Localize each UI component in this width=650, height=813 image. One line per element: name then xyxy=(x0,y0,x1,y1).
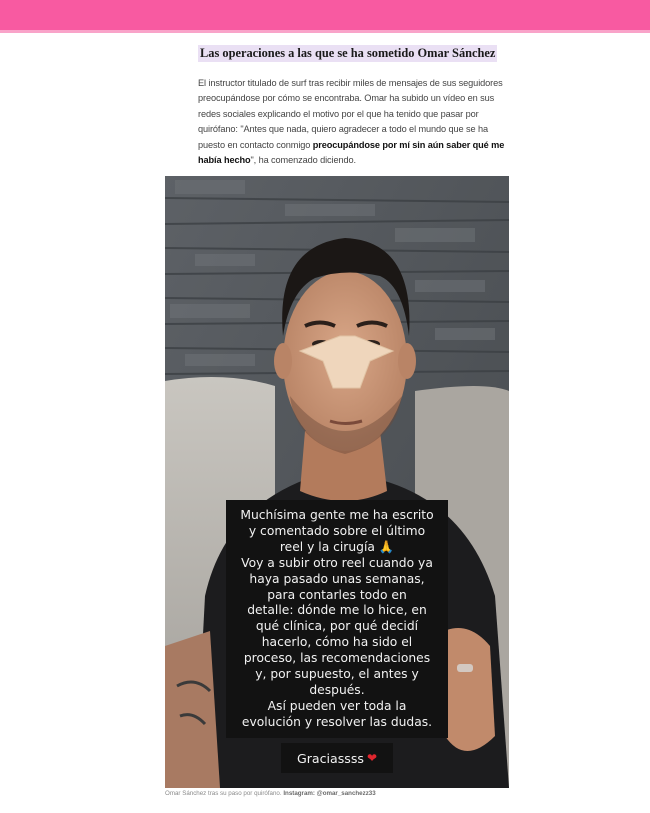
story-line: y comentado sobre el último xyxy=(248,523,426,538)
story-line: evolución y resolver las dudas. xyxy=(241,714,433,729)
story-line: hacerlo, cómo ha sido el xyxy=(261,635,413,650)
story-line: haya pasado unas semanas, xyxy=(249,571,425,586)
story-line: después. xyxy=(309,682,365,697)
paragraph-highlight: preocupándose por mí sin aún saber qué me había hecho xyxy=(198,139,505,166)
story-line: detalle: dónde me lo hice, en xyxy=(247,603,427,618)
story-thanks-overlay xyxy=(281,743,393,773)
story-text-overlay xyxy=(226,500,448,738)
article-section xyxy=(198,44,516,168)
photo-caption xyxy=(165,790,376,797)
red-heart-icon: ❤ xyxy=(366,751,378,765)
story-line: proceso, las recomendaciones xyxy=(243,651,431,666)
section-headline: Las operaciones a las que se ha sometido Omar Sánchez xyxy=(200,46,496,60)
paragraph-text: El instructor titulado de surf tras recibir miles de mensajes de sus seguidores preocupándose por cómo se encontraba. Omar ha subido un vídeo en sus redes sociales explicando el motivo por el que ha tenido que pasar por quirófano: "Antes que nada, quiero agradecer a todo el mundo que se ha puesto en contacto conmigo xyxy=(198,78,503,150)
top-brand-bar xyxy=(0,0,650,33)
story-line: qué clínica, por qué decidí xyxy=(255,619,419,634)
article-paragraph xyxy=(198,76,516,168)
photo-caption-text: Omar Sánchez tras su paso por quirófano. xyxy=(165,790,282,797)
story-line: Así pueden ver toda la xyxy=(267,698,407,713)
story-line: Muchísima gente me ha escrito xyxy=(240,508,434,522)
story-line: y, por supuesto, el antes y xyxy=(255,667,419,682)
photo-caption-source: Instagram: @omar_sanchezz33 xyxy=(283,790,376,797)
article-photo xyxy=(165,176,509,788)
story-line: reel y la cirugía 🙏 xyxy=(279,539,395,554)
story-line: para contarles todo en xyxy=(267,587,407,602)
paragraph-text-end: ", ha comenzado diciendo. xyxy=(250,155,356,166)
story-line: Voy a subir otro reel cuando ya xyxy=(241,555,433,570)
thanks-text: Graciassss xyxy=(296,750,364,766)
